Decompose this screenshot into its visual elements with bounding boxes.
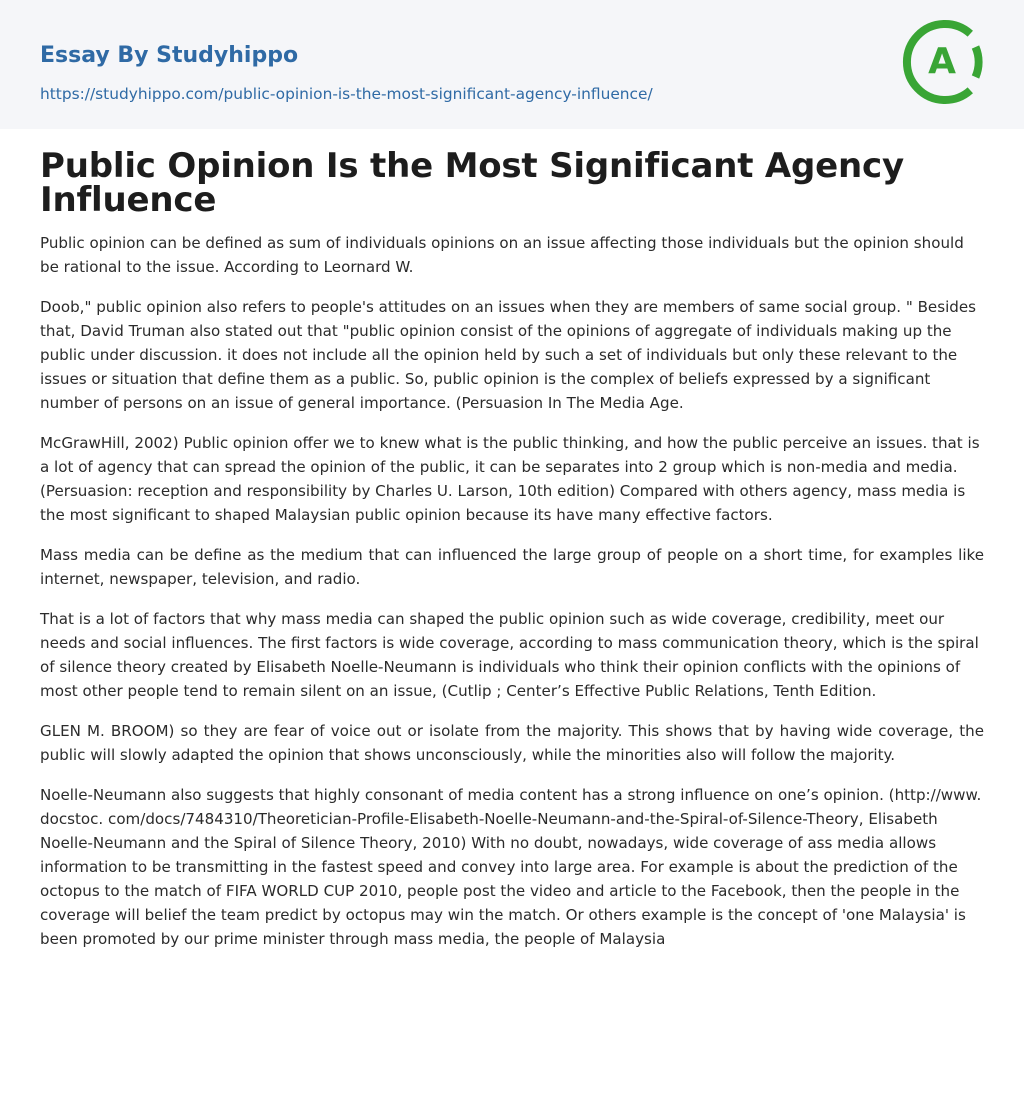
essay-paragraph: That is a lot of factors that why mass media can shaped the public opinion such as wide coverage, credibility, meet our needs and social influences. The first factors is wide coverage, according to mass communication theory, which is the spiral of silence theory created by Elisabeth Noelle-Neumann is individuals who think their opinion conflicts with the opinions of most other people tend to remain silent on an issue, (Cutlip ; Center’s Effective Public Relations, Tenth Edition. xyxy=(40,610,979,700)
studyhippo-logo-icon[interactable] xyxy=(899,19,985,105)
page-title: Public Opinion Is the Most Significant Agency Influence xyxy=(40,146,904,220)
essay-paragraph: GLEN M. BROOM) so they are fear of voice out or isolate from the majority. This shows that by having wide coverage, the public will slowly adapted the opinion that shows unconsciously, while the minorities also will follow the majority. xyxy=(40,722,984,764)
essay-paragraph: McGrawHill, 2002) Public opinion offer we to knew what is the public thinking, and how the public perceive an issues. that is a lot of agency that can spread the opinion of the public, it can be separates into 2 group which is non-media and media. (Persuasion: reception and responsibility by Charles U. Larson, 10th edition) Compared with others agency, mass media is the most significant to shaped Malaysian public opinion because its have many effective factors. xyxy=(40,434,980,524)
article xyxy=(0,129,1024,951)
essay-paragraph: Noelle-Neumann also suggests that highly consonant of media content has a strong influence on one’s opinion. (http://www. docstoc. com/docs/7484310/Theoretician-Profile-Elisabeth-Noelle-Neumann-and-the-Spiral-of-Silence-Theory, Elisabeth Noelle-Neumann and the Spiral of Silence Theory, 2010) With no doubt, nowadays, wide coverage of ass media allows information to be transmitting in the fastest speed and convey into large area. For example is about the prediction of the octopus to the match of FIFA WORLD CUP 2010, people post the video and article to the Facebook, then the people in the coverage will belief the team predict by octopus may win the match. Or others example is the concept of 'one Malaysia' is been promoted by our prime minister through mass media, the people of Malaysia xyxy=(40,786,982,948)
brand-title[interactable]: Essay By Studyhippo xyxy=(40,43,299,68)
essay-body xyxy=(40,231,984,951)
page-url-link[interactable]: https://studyhippo.com/public-opinion-is-the-most-significant-agency-influence/ xyxy=(40,85,653,103)
essay-paragraph: Mass media can be define as the medium that can influenced the large group of people on a short time, for examples like internet, newspaper, television, and radio. xyxy=(40,546,984,588)
essay-paragraph: Public opinion can be defined as sum of individuals opinions on an issue affecting those individuals but the opinion should be rational to the issue. According to Leornard W. xyxy=(40,234,964,276)
site-header xyxy=(0,0,1024,129)
logo-letter: A xyxy=(928,41,956,82)
essay-paragraph: Doob," public opinion also refers to people's attitudes on an issues when they are members of same social group. " Besides that, David Truman also stated out that "public opinion consist of the opinions of aggregate of individuals making up the public under discussion. it does not include all the opinion held by such a set of individuals but only these relevant to the issues or situation that define them as a public. So, public opinion is the complex of beliefs expressed by a significant number of persons on an issue of general importance. (Persuasion In The Media Age. xyxy=(40,298,976,412)
